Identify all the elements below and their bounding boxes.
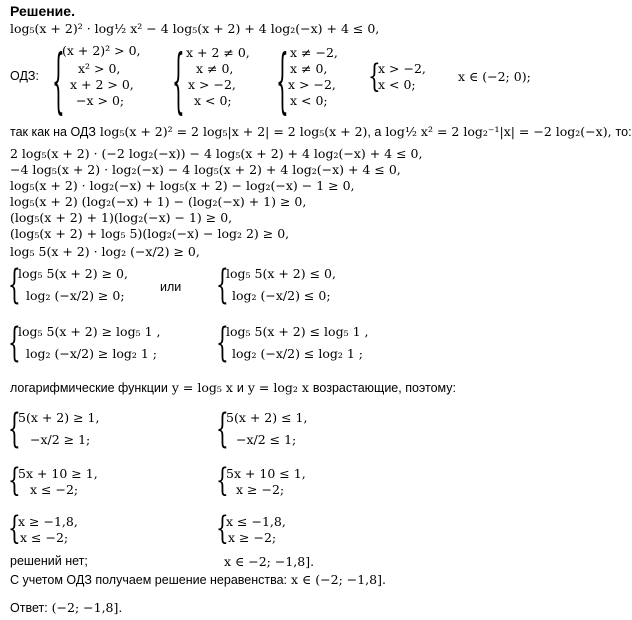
monotonic-math-1: y = log₅ x	[171, 380, 233, 395]
monotonic-math-2: y = log₂ x	[247, 380, 309, 395]
brace-odz-1: {	[52, 38, 65, 122]
brace-case1-b: {	[216, 260, 229, 308]
case4a-line: x ≤ −2;	[30, 482, 79, 497]
brace-odz-4: {	[368, 56, 381, 96]
case2a-line: log₂ (−x/2) ≥ log₂ 1 ;	[26, 346, 158, 361]
solution-title: Решение.	[10, 3, 75, 19]
odz1-line: x + 2 > 0,	[70, 77, 134, 92]
since-text-2: , а	[367, 125, 382, 139]
odz3-line: x ≠ −2,	[290, 45, 338, 60]
case3a-line: 5(x + 2) ≥ 1,	[18, 410, 100, 425]
odz3-line: x < 0;	[290, 93, 328, 108]
case5a-line: x ≥ −1,8,	[18, 514, 78, 529]
odz4-line: x > −2,	[378, 61, 426, 76]
case4b-line: x ≥ −2;	[236, 482, 285, 497]
case1a-line: log₅ 5(x + 2) ≥ 0,	[18, 266, 128, 281]
answer-label: Ответ:	[10, 601, 48, 615]
case1b-line: log₂ (−x/2) ≤ 0;	[232, 288, 331, 303]
case4a-line: 5x + 10 ≥ 1,	[18, 466, 98, 481]
since-math-2: log½ x² = 2 log₂⁻¹|x| = −2 log₂(−x),	[385, 124, 612, 139]
final-interval: x ∈ (−2; −1,8].	[291, 572, 386, 587]
brace-case2-a: {	[8, 318, 21, 366]
step-line: 2 log₅(x + 2) · (−2 log₂(−x)) − 4 log₅(x + 2) + 4 log₂(−x) + 4 ≤ 0,	[10, 146, 423, 161]
brace-odz-2: {	[172, 38, 185, 122]
answer-line	[10, 600, 122, 616]
brace-case5-a: {	[8, 508, 21, 548]
monotonic-text-2: и	[236, 381, 244, 395]
case5b-line: x ≥ −2;	[228, 530, 277, 545]
case4b-line: 5x + 10 ≤ 1,	[226, 466, 306, 481]
or-text: или	[160, 280, 182, 294]
odz4-line: x < 0;	[378, 77, 416, 92]
monotonic-text-3: возрастающие, поэтому:	[312, 381, 457, 395]
odz1-line: −x > 0;	[76, 93, 125, 108]
case2a-line: log₅ 5(x + 2) ≥ log₅ 1 ,	[18, 324, 161, 339]
case2b-line: log₂ (−x/2) ≤ log₂ 1 ;	[232, 346, 364, 361]
case3b-line: 5(x + 2) ≤ 1,	[226, 410, 308, 425]
step-line: (log₅(x + 2) + 1)(log₂(−x) − 1) ≥ 0,	[10, 210, 233, 225]
case5a-line: x ≤ −2;	[20, 530, 69, 545]
step-line: (log₅(x + 2) + log₅ 5)(log₂(−x) − log₂ 2) ≥ 0,	[10, 226, 290, 241]
case2b-line: log₅ 5(x + 2) ≤ log₅ 1 ,	[226, 324, 369, 339]
since-math-1: log₅(x + 2)² = 2 log₅|x + 2| = 2 log₅(x + 2)	[99, 124, 368, 139]
step-line: log₅(x + 2) (log₂(−x) + 1) − (log₂(−x) + 1) ≥ 0,	[10, 194, 307, 209]
main-inequality: log₅(x + 2)² · log½ x² − 4 log₅(x + 2) + 4 log₂(−x) + 4 ≤ 0,	[10, 21, 380, 36]
step-line: log₅(x + 2) · log₂(−x) + log₅(x + 2) − log₂(−x) − 1 ≥ 0,	[10, 178, 355, 193]
since-text-3: то:	[615, 125, 632, 139]
no-solution-text: решений нет;	[10, 554, 88, 568]
brace-case3-a: {	[8, 404, 21, 452]
monotonic-line	[10, 380, 456, 396]
brace-case1-a: {	[8, 260, 21, 308]
odz-label: ОДЗ:	[10, 69, 39, 83]
odz1-line: x² > 0,	[78, 61, 121, 76]
step-line: −4 log₅(x + 2) · log₂(−x) − 4 log₅(x + 2) + 4 log₂(−x) + 4 ≤ 0,	[10, 162, 401, 177]
odz3-line: x ≠ 0,	[290, 61, 328, 76]
odz2-line: x < 0;	[194, 93, 232, 108]
final-text: С учетом ОДЗ получаем решение неравенства:	[10, 573, 288, 587]
case1a-line: log₂ (−x/2) ≥ 0;	[26, 288, 125, 303]
case3b-line: −x/2 ≤ 1;	[236, 432, 297, 447]
brace-case4-b: {	[216, 460, 229, 500]
brace-case3-b: {	[216, 404, 229, 452]
odz2-line: x ≠ 0,	[196, 61, 234, 76]
interval-result: x ∈ −2; −1,8].	[224, 554, 315, 569]
odz2-line: x > −2,	[188, 77, 236, 92]
answer-value: (−2; −1,8].	[51, 600, 123, 615]
odz1-line: (x + 2)² > 0,	[62, 43, 141, 58]
final-line	[10, 572, 386, 588]
step-line: log₅ 5(x + 2) · log₂ (−x/2) ≥ 0,	[10, 244, 200, 259]
case3a-line: −x/2 ≥ 1;	[30, 432, 91, 447]
case5b-line: x ≤ −1,8,	[226, 514, 286, 529]
since-line	[10, 124, 632, 140]
since-text-1: так как на ОДЗ	[10, 125, 96, 139]
brace-odz-3: {	[276, 38, 289, 122]
brace-case2-b: {	[216, 318, 229, 366]
brace-case4-a: {	[8, 460, 21, 500]
odz-result: x ∈ (−2; 0);	[458, 69, 531, 84]
odz3-line: x > −2,	[288, 77, 336, 92]
case1b-line: log₅ 5(x + 2) ≤ 0,	[226, 266, 336, 281]
odz2-line: x + 2 ≠ 0,	[186, 45, 250, 60]
monotonic-text-1: логарифмические функции	[10, 381, 168, 395]
brace-case5-b: {	[216, 508, 229, 548]
